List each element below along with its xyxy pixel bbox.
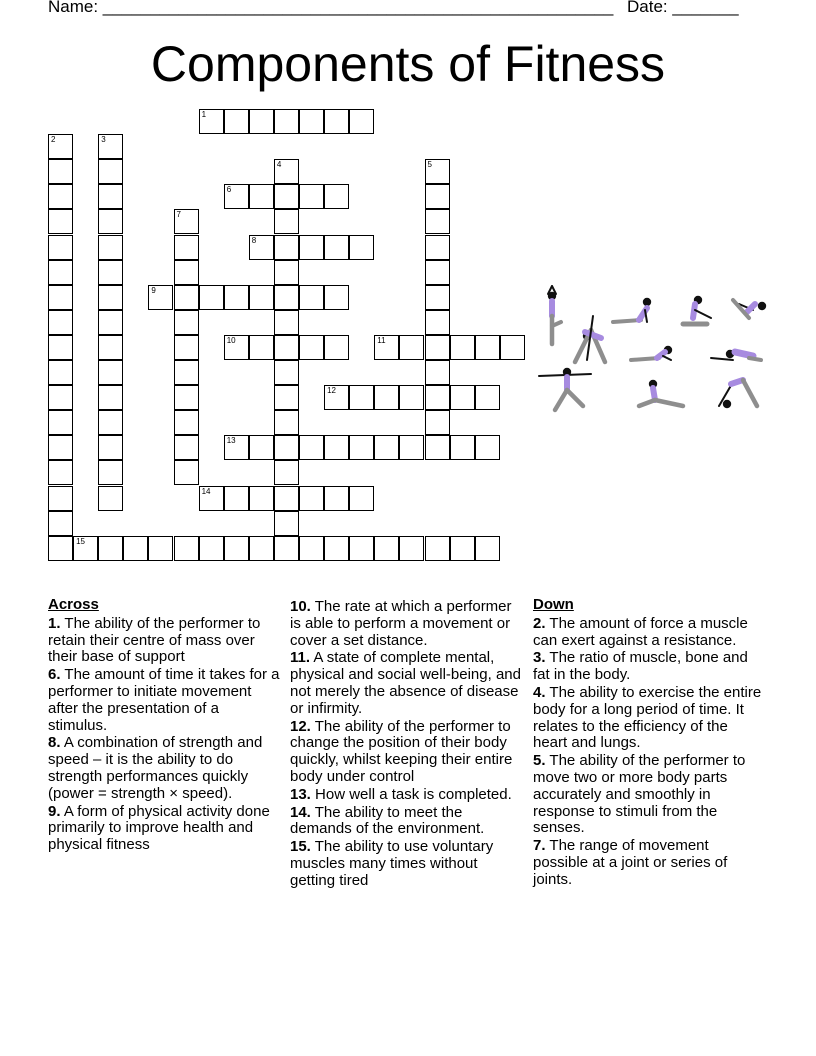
grid-cell[interactable]: [425, 536, 450, 561]
grid-cell[interactable]: [324, 536, 349, 561]
grid-cell[interactable]: [174, 460, 199, 485]
grid-cell[interactable]: [98, 134, 123, 159]
clue-item-number: 13.: [290, 785, 311, 803]
grid-cell[interactable]: [48, 184, 73, 209]
clue-item-number: 7.: [533, 837, 546, 855]
clue-item-text: A combination of strength and speed – it is the ability to do strength performances quickly (power = strength × speed).: [48, 734, 263, 802]
grid-cell[interactable]: [199, 536, 224, 561]
grid-cell[interactable]: [274, 159, 299, 184]
grid-cell[interactable]: [174, 335, 199, 360]
grid-cell[interactable]: [174, 385, 199, 410]
grid-cell[interactable]: [399, 385, 424, 410]
clue-item-number: 4.: [533, 683, 546, 701]
clue-item: [290, 787, 522, 804]
clue-item: [48, 616, 280, 666]
clue-item-text: The range of movement possible at a joint or series of joints.: [533, 837, 728, 888]
grid-cell[interactable]: [174, 260, 199, 285]
grid-cell[interactable]: [349, 435, 374, 460]
grid-cell[interactable]: [48, 335, 73, 360]
grid-cell[interactable]: [475, 536, 500, 561]
grid-cell[interactable]: [425, 184, 450, 209]
clue-item-number: 1.: [48, 614, 61, 632]
clue-number: 4: [276, 160, 282, 170]
grid-cell[interactable]: [425, 360, 450, 385]
grid-cell[interactable]: [123, 536, 148, 561]
grid-cell[interactable]: [299, 486, 324, 511]
clue-item: [48, 804, 280, 854]
clue-item-number: 3.: [533, 649, 546, 667]
grid-cell[interactable]: [324, 486, 349, 511]
grid-cell[interactable]: [48, 360, 73, 385]
grid-cell[interactable]: [324, 335, 349, 360]
grid-cell[interactable]: [199, 109, 224, 134]
grid-cell[interactable]: [399, 435, 424, 460]
grid-cell[interactable]: [299, 335, 324, 360]
grid-cell[interactable]: [48, 410, 73, 435]
grid-cell[interactable]: [450, 536, 475, 561]
grid-cell[interactable]: [450, 435, 475, 460]
clue-item: [290, 599, 522, 649]
clue-item-text: The ability of the performer to retain their centre of mass over their base of support: [48, 614, 261, 666]
grid-cell[interactable]: [425, 410, 450, 435]
grid-cell[interactable]: [224, 486, 249, 511]
grid-cell[interactable]: [48, 285, 73, 310]
grid-cell[interactable]: [425, 335, 450, 360]
clue-item-text: The ability of the performer to change the position of their body quickly, whilst keeping their entire body under control: [290, 717, 513, 785]
grid-cell[interactable]: [249, 335, 274, 360]
grid-cell[interactable]: [349, 385, 374, 410]
clue-number: 12: [327, 386, 336, 396]
grid-cell[interactable]: [249, 435, 274, 460]
grid-cell[interactable]: [299, 235, 324, 260]
grid-cell[interactable]: [349, 536, 374, 561]
grid-cell[interactable]: [425, 310, 450, 335]
grid-cell[interactable]: [224, 109, 249, 134]
grid-cell[interactable]: [425, 385, 450, 410]
grid-cell[interactable]: [48, 435, 73, 460]
grid-cell[interactable]: [48, 460, 73, 485]
grid-cell[interactable]: [374, 536, 399, 561]
clue-item-number: 2.: [533, 614, 546, 632]
clue-item-number: 6.: [48, 666, 61, 684]
clue-item: [290, 839, 522, 889]
grid-cell[interactable]: [174, 285, 199, 310]
grid-cell[interactable]: [98, 285, 123, 310]
grid-cell[interactable]: [48, 134, 73, 159]
grid-cell[interactable]: [324, 184, 349, 209]
grid-cell[interactable]: [324, 385, 349, 410]
grid-cell[interactable]: [98, 310, 123, 335]
down-clues-column: [533, 597, 765, 890]
grid-cell[interactable]: [274, 235, 299, 260]
grid-cell[interactable]: [299, 109, 324, 134]
grid-cell[interactable]: [98, 410, 123, 435]
grid-cell[interactable]: [148, 536, 173, 561]
grid-cell[interactable]: [48, 486, 73, 511]
clue-item: [533, 685, 765, 752]
grid-cell[interactable]: [274, 285, 299, 310]
grid-cell[interactable]: [174, 536, 199, 561]
clue-number: 1: [201, 110, 207, 119]
grid-cell[interactable]: [249, 235, 274, 260]
across-clues-column-2: [290, 599, 522, 891]
clue-item-number: 8.: [48, 734, 61, 752]
grid-cell[interactable]: [274, 335, 299, 360]
grid-cell[interactable]: [274, 511, 299, 536]
grid-cell[interactable]: [48, 385, 73, 410]
grid-cell[interactable]: [374, 435, 399, 460]
clue-number: 6: [226, 185, 232, 195]
grid-cell[interactable]: [374, 385, 399, 410]
clue-number: 3: [101, 135, 106, 145]
grid-cell[interactable]: [425, 209, 450, 234]
clue-item-number: 9.: [48, 802, 61, 820]
grid-cell[interactable]: [425, 260, 450, 285]
clue-item: [533, 753, 765, 837]
clue-item-number: 10.: [290, 598, 311, 615]
grid-cell[interactable]: [274, 410, 299, 435]
clue-item: [533, 616, 765, 650]
clue-number: 2: [51, 135, 56, 145]
clue-number: 8: [251, 235, 257, 245]
clue-item-text: The ability to meet the demands of the environment.: [290, 803, 485, 838]
clue-number: 5: [427, 160, 432, 170]
name-field[interactable]: Name: ______________________________________________________: [48, 0, 614, 16]
grid-cell[interactable]: [274, 209, 299, 234]
grid-cell[interactable]: [475, 435, 500, 460]
grid-cell[interactable]: [249, 184, 274, 209]
clue-item-number: 14.: [290, 803, 311, 821]
grid-cell[interactable]: [274, 460, 299, 485]
grid-cell[interactable]: [299, 536, 324, 561]
grid-cell[interactable]: [374, 335, 399, 360]
clue-item-text: The ability of the performer to move two or more body parts accurately and smoothly in response to stimuli from the senses.: [533, 752, 746, 837]
grid-cell[interactable]: [224, 184, 249, 209]
clue-item-text: The ratio of muscle, bone and fat in the body.: [533, 649, 748, 684]
grid-cell[interactable]: [98, 486, 123, 511]
clue-number: 15: [76, 536, 85, 546]
clue-item-text: The rate at which a performer is able to perform a movement or cover a set distance.: [290, 598, 512, 649]
grid-cell[interactable]: [98, 159, 123, 184]
across-clues-column-1: [48, 597, 280, 855]
clue-item-text: The amount of time it takes for a performer to initiate movement after the presentation of a stimulus.: [48, 666, 280, 734]
grid-cell[interactable]: [48, 536, 73, 561]
grid-cell[interactable]: [274, 360, 299, 385]
grid-cell[interactable]: [274, 109, 299, 134]
clue-item-text: How well a task is completed.: [315, 785, 512, 803]
grid-cell[interactable]: [48, 310, 73, 335]
clue-item-text: The ability to use voluntary muscles many times without getting tired: [290, 838, 494, 889]
grid-cell[interactable]: [98, 209, 123, 234]
grid-cell[interactable]: [249, 536, 274, 561]
grid-cell[interactable]: [299, 184, 324, 209]
grid-cell[interactable]: [98, 435, 123, 460]
grid-cell[interactable]: [274, 435, 299, 460]
grid-cell[interactable]: [425, 285, 450, 310]
clue-number: 11: [377, 335, 386, 345]
clue-item: [290, 719, 522, 786]
grid-cell[interactable]: [249, 109, 274, 134]
clue-item-text: A form of physical activity done primarily to improve health and physical fitness: [48, 802, 270, 854]
clue-item-text: The ability to exercise the entire body for a long period of time. It relates to the efficiency of the heart and lungs.: [533, 683, 762, 752]
grid-cell[interactable]: [274, 260, 299, 285]
grid-cell[interactable]: [349, 486, 374, 511]
yoga-poses-icon: [535, 282, 775, 417]
clue-item-number: 12.: [290, 717, 311, 735]
down-heading: Down: [533, 596, 574, 613]
grid-cell[interactable]: [274, 486, 299, 511]
clue-item: [290, 805, 522, 839]
grid-cell[interactable]: [148, 285, 173, 310]
grid-cell[interactable]: [425, 235, 450, 260]
clue-item-number: 15.: [290, 838, 311, 856]
grid-cell[interactable]: [324, 285, 349, 310]
grid-cell[interactable]: [224, 285, 249, 310]
clue-number: 13: [226, 436, 236, 446]
clue-item: [290, 650, 522, 717]
grid-cell[interactable]: [324, 109, 349, 134]
grid-cell[interactable]: [174, 209, 199, 234]
grid-cell[interactable]: [299, 435, 324, 460]
grid-cell[interactable]: [274, 310, 299, 335]
grid-cell[interactable]: [174, 435, 199, 460]
clue-item-text: The amount of force a muscle can exert against a resistance.: [533, 614, 748, 649]
grid-cell[interactable]: [425, 159, 450, 184]
grid-cell[interactable]: [500, 335, 525, 360]
grid-cell[interactable]: [475, 385, 500, 410]
grid-cell[interactable]: [274, 184, 299, 209]
grid-cell[interactable]: [48, 511, 73, 536]
grid-cell[interactable]: [249, 285, 274, 310]
grid-cell[interactable]: [98, 260, 123, 285]
grid-cell[interactable]: [98, 184, 123, 209]
grid-cell[interactable]: [399, 536, 424, 561]
grid-cell[interactable]: [48, 209, 73, 234]
clue-item-number: 11.: [290, 649, 311, 667]
grid-cell[interactable]: [174, 235, 199, 260]
clue-item: [48, 667, 280, 734]
grid-cell[interactable]: [98, 360, 123, 385]
grid-cell[interactable]: [199, 285, 224, 310]
grid-cell[interactable]: [224, 536, 249, 561]
grid-cell[interactable]: [48, 159, 73, 184]
grid-cell[interactable]: [224, 435, 249, 460]
grid-cell[interactable]: [425, 435, 450, 460]
grid-cell[interactable]: [98, 235, 123, 260]
grid-cell[interactable]: [98, 460, 123, 485]
grid-cell[interactable]: [98, 385, 123, 410]
clue-item: [533, 838, 765, 888]
grid-cell[interactable]: [199, 486, 224, 511]
clue-item: [48, 735, 280, 802]
clue-number: 14: [201, 486, 211, 496]
clue-item-number: 5.: [533, 752, 546, 770]
grid-cell[interactable]: [299, 285, 324, 310]
grid-cell[interactable]: [98, 335, 123, 360]
grid-cell[interactable]: [73, 536, 98, 561]
grid-cell[interactable]: [174, 360, 199, 385]
grid-cell[interactable]: [349, 109, 374, 134]
grid-cell[interactable]: [274, 385, 299, 410]
grid-cell[interactable]: [399, 335, 424, 360]
clue-item-text: A state of complete mental, physical and social well-being, and not merely the absence of disease or infirmity.: [290, 649, 521, 717]
grid-cell[interactable]: [48, 260, 73, 285]
grid-cell[interactable]: [174, 410, 199, 435]
across-heading: Across: [48, 596, 99, 613]
clue-number: 9: [151, 285, 156, 295]
clue-number: 10: [226, 335, 236, 345]
date-field[interactable]: Date: _______: [627, 0, 739, 16]
clue-number: 7: [176, 210, 181, 220]
grid-cell[interactable]: [324, 435, 349, 460]
clue-item: [533, 650, 765, 684]
grid-cell[interactable]: [98, 536, 123, 561]
grid-cell[interactable]: [274, 536, 299, 561]
grid-cell[interactable]: [249, 486, 274, 511]
grid-cell[interactable]: [450, 335, 475, 360]
grid-cell[interactable]: [324, 235, 349, 260]
grid-cell[interactable]: [174, 310, 199, 335]
grid-cell[interactable]: [450, 385, 475, 410]
grid-cell[interactable]: [475, 335, 500, 360]
grid-cell[interactable]: [349, 235, 374, 260]
page-title: Components of Fitness: [150, 36, 666, 92]
grid-cell[interactable]: [48, 235, 73, 260]
grid-cell[interactable]: [224, 335, 249, 360]
